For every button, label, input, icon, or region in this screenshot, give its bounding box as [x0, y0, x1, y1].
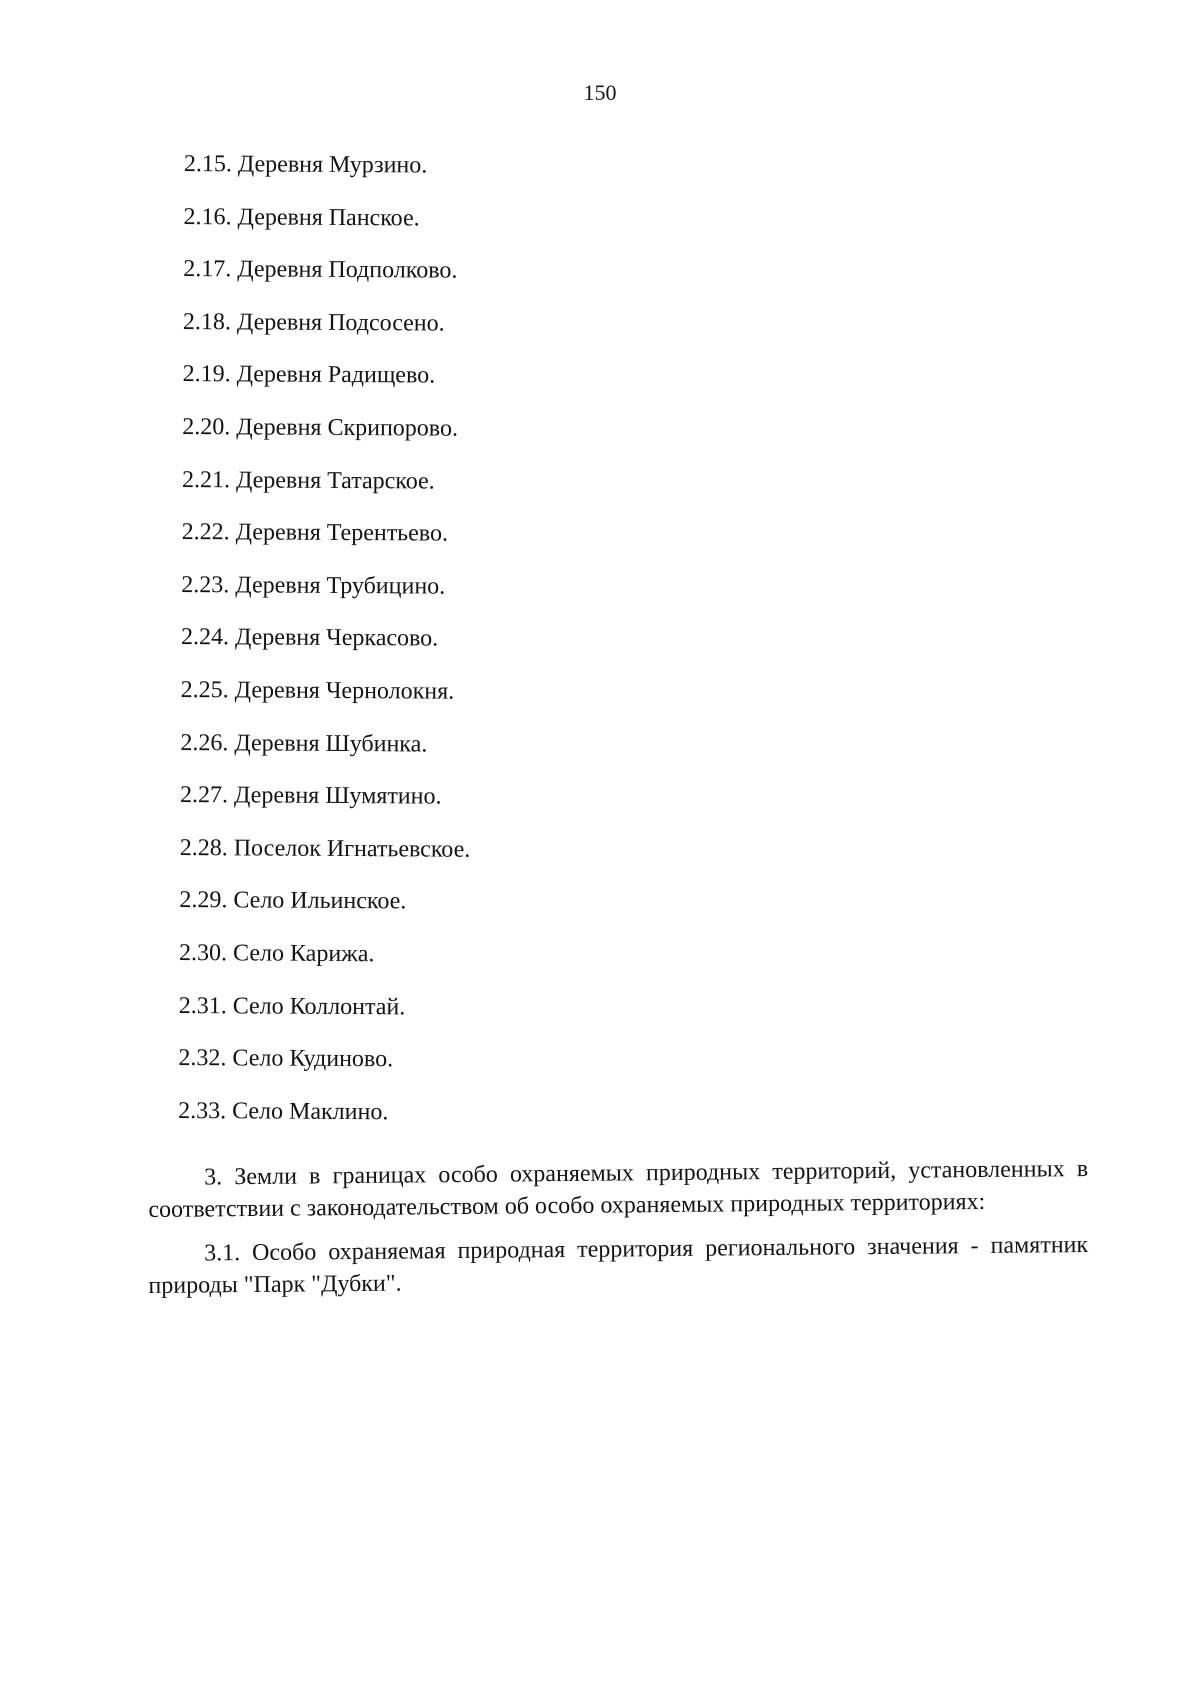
list-item: 2.22. Деревня Терентьево.: [181, 519, 449, 547]
list-item: 2.15. Деревня Мурзино.: [183, 150, 428, 179]
list-item: 2.24. Деревня Черкасово.: [180, 624, 439, 652]
list-item: 2.29. Село Ильинское.: [179, 887, 407, 915]
list-item: 2.33. Село Маклино.: [178, 1097, 389, 1125]
list-item: 2.27. Деревня Шумятино.: [179, 782, 442, 810]
list-item: 2.30. Село Карижа.: [179, 939, 375, 968]
list-item: 2.25. Деревня Чернолокня.: [180, 676, 455, 705]
list-item: 2.16. Деревня Панское.: [183, 203, 420, 232]
list-item: 2.23. Деревня Трубицино.: [181, 571, 446, 600]
list-item: 2.17. Деревня Подполково.: [183, 256, 458, 284]
list-item: 2.28. Поселок Игнатьевское.: [179, 834, 471, 863]
paragraph-3-1: 3.1. Особо охраняемая природная территория регионального значения - памятник природы "Парк "Дубки".: [148, 1231, 1089, 1299]
settlement-list: [178, 150, 475, 1151]
list-item: 2.18. Деревня Подсосено.: [182, 308, 445, 337]
list-item: 2.26. Деревня Шубинка.: [180, 729, 428, 758]
list-item: 2.31. Село Коллонтай.: [178, 992, 406, 1020]
list-item: 2.21. Деревня Татарское.: [181, 466, 435, 495]
page-number: 150: [583, 80, 617, 105]
list-item: 2.20. Деревня Скрипорово.: [182, 413, 459, 442]
paragraph-3: 3. Земли в границах особо охраняемых природных территорий, установленных в соответствии с законодательством об особо охраняемых природных территориях:: [148, 1155, 1089, 1223]
list-item: 2.32. Село Кудиново.: [178, 1045, 394, 1073]
list-item: 2.19. Деревня Радищево.: [182, 361, 436, 389]
